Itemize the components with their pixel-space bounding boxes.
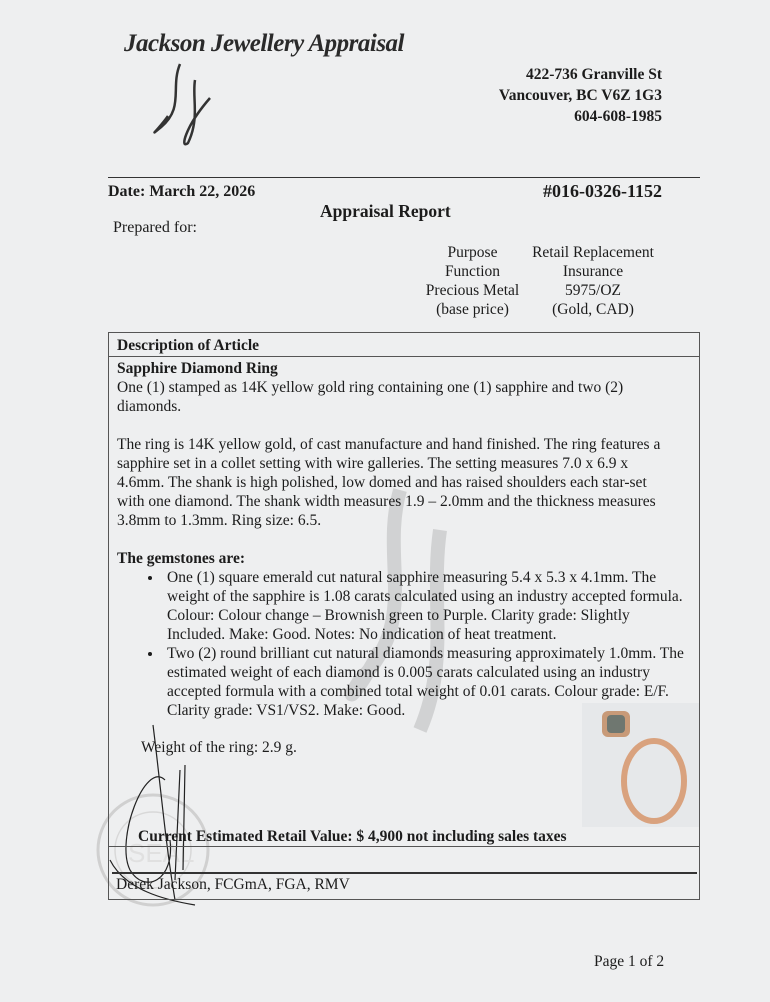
prepared-for-label: Prepared for: — [113, 219, 197, 236]
svg-text:SEAL: SEAL — [128, 838, 195, 868]
article-description: The ring is 14K yellow gold, of cast manufacture and hand finished. The ring features a sapphire set in a collet setting with wire galleries. The setting measures 7.0 x 6.9 x 4.6mm. The shank is high polished, low domed and has raised shoulders each star-set with one diamond. The shank width measures 1.9 – 2.0mm and the thickness measures 3.8mm to 1.3mm. Ring size: 6.5. — [117, 436, 661, 529]
gemstones-list — [117, 568, 691, 720]
phone-number: 604-608-1985 — [574, 108, 662, 125]
address-line1: 422-736 Granville St — [525, 66, 662, 83]
company-address — [499, 64, 662, 127]
purpose-label: Purpose — [447, 244, 498, 261]
details-values — [528, 243, 658, 319]
gemstones-heading: The gemstones are: — [117, 550, 245, 567]
monogram-logo — [140, 58, 230, 148]
address-line2: Vancouver, BC V6Z 1G3 — [498, 87, 662, 104]
report-title: Appraisal Report — [320, 201, 451, 221]
appraiser-name: Derek Jackson, FCGmA, FGA, RMV — [116, 876, 350, 893]
ring-weight: Weight of the ring: 2.9 g. — [141, 739, 297, 756]
details-labels — [400, 243, 545, 319]
divider — [108, 177, 700, 178]
function-label: Function — [444, 263, 501, 280]
article-box — [108, 332, 700, 900]
page-number: Page 1 of 2 — [594, 953, 665, 970]
purpose-value: Retail Replacement — [532, 244, 654, 261]
metal-value: 5975/OZ — [565, 282, 621, 299]
company-name: Jackson Jewellery Appraisal — [124, 30, 405, 57]
report-number: #016-0326-1152 — [543, 181, 662, 201]
gemstone-item: • One (1) square emerald cut natural sapphire measuring 5.4 x 5.3 x 4.1mm. The weight of the sapphire is 1.08 carats calculated using an industry accepted formula. Colour: Colour change – Brownish green to Purple. Clarity grade: Slightly Included. Make: Good. Notes: No indication of heat treatment. — [163, 568, 691, 644]
gemstone-item: • Two (2) round brilliant cut natural diamonds measuring approximately 1.0mm. The estimated weight of each diamond is 0.005 carats calculated using an industry accepted formula with a combined total weight of 0.01 carats. Colour grade: E/F. Clarity grade: VS1/VS2. Make: Good. — [163, 644, 691, 720]
report-date: Date: March 22, 2026 — [108, 183, 256, 200]
function-value: Insurance — [562, 263, 624, 280]
article-summary: One (1) stamped as 14K yellow gold ring containing one (1) sapphire and two (2) diamonds. — [117, 379, 624, 415]
article-header: Description of Article — [109, 333, 699, 357]
metal-label: Precious Metal — [425, 282, 520, 299]
base-value: (Gold, CAD) — [552, 301, 634, 318]
retail-value: Current Estimated Retail Value: $ 4,900 not including sales taxes — [138, 828, 567, 845]
article-title: Sapphire Diamond Ring — [117, 360, 278, 377]
base-label: (base price) — [436, 301, 509, 318]
